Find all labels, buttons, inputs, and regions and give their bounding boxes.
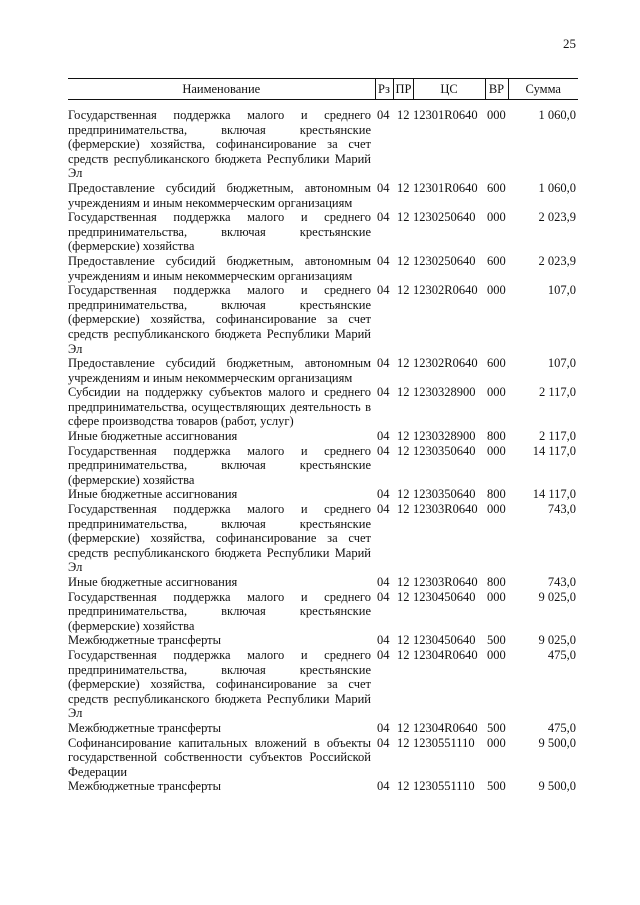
cell-cs: 1230551110 <box>413 735 475 750</box>
cell-rz: 04 <box>377 633 390 648</box>
cell-cs: 1230250640 <box>413 253 476 268</box>
cell-rz: 04 <box>377 575 390 589</box>
cell-vr: 000 <box>487 385 506 400</box>
cell-rz: 04 <box>377 779 390 794</box>
table-row <box>68 283 578 356</box>
cell-vr: 800 <box>487 575 506 589</box>
cell-name: Государственная поддержка малого и среднего предпринимательства, включая крестьянские (фермерские) хозяйства <box>68 210 371 254</box>
header-cs: ЦС <box>413 79 485 100</box>
table-body <box>68 100 578 794</box>
cell-cs: 1230328900 <box>413 385 476 400</box>
cell-pr: 12 <box>397 108 410 122</box>
cell-vr: 000 <box>487 210 506 225</box>
cell-cs: 12301R0640 <box>413 180 478 195</box>
cell-vr: 000 <box>487 735 506 750</box>
cell-rz: 04 <box>377 735 390 750</box>
table-row <box>68 590 578 634</box>
cell-pr: 12 <box>397 385 410 400</box>
cell-sum: 9 500,0 <box>538 735 576 750</box>
cell-sum: 107,0 <box>547 283 576 298</box>
cell-sum: 475,0 <box>547 720 576 735</box>
cell-vr: 000 <box>487 647 506 662</box>
cell-name: Предоставление субсидий бюджетным, автономным учреждениям и иным некоммерческим организациям <box>68 356 371 385</box>
cell-name: Иные бюджетные ассигнования <box>68 487 238 502</box>
cell-pr: 12 <box>397 253 410 268</box>
cell-cs: 1230450640 <box>413 633 476 648</box>
header-pr: ПР <box>393 79 413 100</box>
cell-pr: 12 <box>397 180 410 195</box>
cell-rz: 04 <box>377 647 390 662</box>
cell-vr: 600 <box>487 253 506 268</box>
cell-name: Государственная поддержка малого и среднего предпринимательства, включая крестьянские (фермерские) хозяйства, софинансирование за счет средств республиканского бюджета Республики Марий Эл <box>68 108 371 181</box>
cell-pr: 12 <box>397 633 410 648</box>
cell-rz: 04 <box>377 443 390 458</box>
cell-vr: 000 <box>487 108 506 122</box>
cell-cs: 1230450640 <box>413 589 476 604</box>
table-row <box>68 429 578 444</box>
cell-vr: 500 <box>487 633 506 648</box>
cell-sum: 9 500,0 <box>538 779 576 794</box>
cell-sum: 2 023,9 <box>538 253 576 268</box>
cell-rz: 04 <box>377 502 390 517</box>
cell-sum: 9 025,0 <box>538 589 576 604</box>
cell-pr: 12 <box>397 210 410 225</box>
cell-name: Иные бюджетные ассигнования <box>68 575 238 589</box>
table-row <box>68 575 578 590</box>
cell-rz: 04 <box>377 487 390 502</box>
table-row <box>68 487 578 502</box>
header-name: Наименование <box>68 79 375 100</box>
cell-rz: 04 <box>377 720 390 735</box>
cell-sum: 14 117,0 <box>532 443 576 458</box>
cell-sum: 1 060,0 <box>538 180 576 195</box>
cell-sum: 9 025,0 <box>538 633 576 648</box>
cell-cs: 12304R0640 <box>413 720 478 735</box>
cell-cs: 12302R0640 <box>413 283 478 298</box>
cell-pr: 12 <box>397 735 410 750</box>
cell-cs: 12304R0640 <box>413 647 478 662</box>
cell-pr: 12 <box>397 589 410 604</box>
cell-name: Иные бюджетные ассигнования <box>68 429 238 444</box>
cell-vr: 600 <box>487 356 506 371</box>
cell-sum: 2 117,0 <box>538 429 576 444</box>
cell-pr: 12 <box>397 502 410 517</box>
page-number: 25 <box>563 36 576 51</box>
table-row <box>68 648 578 721</box>
cell-rz: 04 <box>377 589 390 604</box>
table-header <box>68 79 578 100</box>
table-row <box>68 502 578 575</box>
cell-name: Государственная поддержка малого и среднего предпринимательства, включая крестьянские (фермерские) хозяйства <box>68 589 371 633</box>
cell-sum: 1 060,0 <box>538 108 576 122</box>
cell-rz: 04 <box>377 429 390 444</box>
cell-pr: 12 <box>397 443 410 458</box>
cell-sum: 475,0 <box>547 647 576 662</box>
cell-cs: 12301R0640 <box>413 108 478 122</box>
cell-rz: 04 <box>377 385 390 400</box>
cell-cs: 1230328900 <box>413 429 476 444</box>
cell-vr: 000 <box>487 589 506 604</box>
header-rz: Рз <box>375 79 393 100</box>
table-row <box>68 100 578 181</box>
cell-sum: 2 023,9 <box>538 210 576 225</box>
table-row <box>68 385 578 429</box>
cell-name: Государственная поддержка малого и среднего предпринимательства, включая крестьянские (фермерские) хозяйства, софинансирование за счет средств республиканского бюджета Республики Марий Эл <box>68 283 371 356</box>
cell-name: Межбюджетные трансферты <box>68 779 222 794</box>
cell-vr: 800 <box>487 487 506 502</box>
cell-cs: 12303R0640 <box>413 575 478 589</box>
cell-vr: 600 <box>487 180 506 195</box>
cell-sum: 743,0 <box>547 575 576 589</box>
header-vr: ВР <box>485 79 508 100</box>
cell-name: Межбюджетные трансферты <box>68 720 222 735</box>
cell-cs: 1230350640 <box>413 487 476 502</box>
table-row <box>68 633 578 648</box>
cell-rz: 04 <box>377 210 390 225</box>
table-row <box>68 254 578 283</box>
cell-vr: 500 <box>487 720 506 735</box>
cell-name: Государственная поддержка малого и среднего предпринимательства, включая крестьянские (фермерские) хозяйства, софинансирование за счет средств республиканского бюджета Республики Марий Эл <box>68 502 371 575</box>
cell-pr: 12 <box>397 487 410 502</box>
cell-cs: 12303R0640 <box>413 502 478 517</box>
cell-sum: 743,0 <box>547 502 576 517</box>
cell-name: Предоставление субсидий бюджетным, автономным учреждениям и иным некоммерческим организациям <box>68 253 371 283</box>
cell-vr: 000 <box>487 283 506 298</box>
cell-pr: 12 <box>397 283 410 298</box>
cell-cs: 1230551110 <box>413 779 475 794</box>
cell-name: Межбюджетные трансферты <box>68 633 222 648</box>
cell-vr: 000 <box>487 443 506 458</box>
table-row <box>68 736 578 780</box>
cell-pr: 12 <box>397 356 410 371</box>
cell-pr: 12 <box>397 779 410 794</box>
table-row <box>68 779 578 794</box>
table-row <box>68 181 578 210</box>
cell-rz: 04 <box>377 356 390 371</box>
cell-rz: 04 <box>377 253 390 268</box>
table-row <box>68 444 578 488</box>
cell-rz: 04 <box>377 108 390 122</box>
cell-rz: 04 <box>377 180 390 195</box>
header-sum: Сумма <box>508 79 578 100</box>
table-row <box>68 210 578 254</box>
cell-name: Субсидии на поддержку субъектов малого и среднего предпринимательства, осуществляющих деятельность в сфере производства товаров (работ, услуг) <box>68 385 371 429</box>
table-row <box>68 356 578 385</box>
cell-name: Государственная поддержка малого и среднего предпринимательства, включая крестьянские (фермерские) хозяйства, софинансирование за счет средств республиканского бюджета Республики Марий Эл <box>68 647 371 721</box>
cell-vr: 800 <box>487 429 506 444</box>
cell-pr: 12 <box>397 720 410 735</box>
cell-cs: 1230250640 <box>413 210 476 225</box>
cell-cs: 1230350640 <box>413 443 476 458</box>
cell-sum: 107,0 <box>547 356 576 371</box>
cell-vr: 500 <box>487 779 506 794</box>
cell-pr: 12 <box>397 575 410 589</box>
budget-table <box>68 78 578 794</box>
cell-rz: 04 <box>377 283 390 298</box>
table-row <box>68 721 578 736</box>
cell-name: Государственная поддержка малого и среднего предпринимательства, включая крестьянские (фермерские) хозяйства <box>68 443 371 487</box>
cell-pr: 12 <box>397 647 410 662</box>
cell-name: Предоставление субсидий бюджетным, автономным учреждениям и иным некоммерческим организациям <box>68 180 371 210</box>
cell-sum: 14 117,0 <box>532 487 576 502</box>
cell-pr: 12 <box>397 429 410 444</box>
cell-name: Софинансирование капитальных вложений в объекты государственной собственности субъектов Российской Федерации <box>68 735 371 779</box>
cell-sum: 2 117,0 <box>538 385 576 400</box>
cell-cs: 12302R0640 <box>413 356 478 371</box>
cell-vr: 000 <box>487 502 506 517</box>
